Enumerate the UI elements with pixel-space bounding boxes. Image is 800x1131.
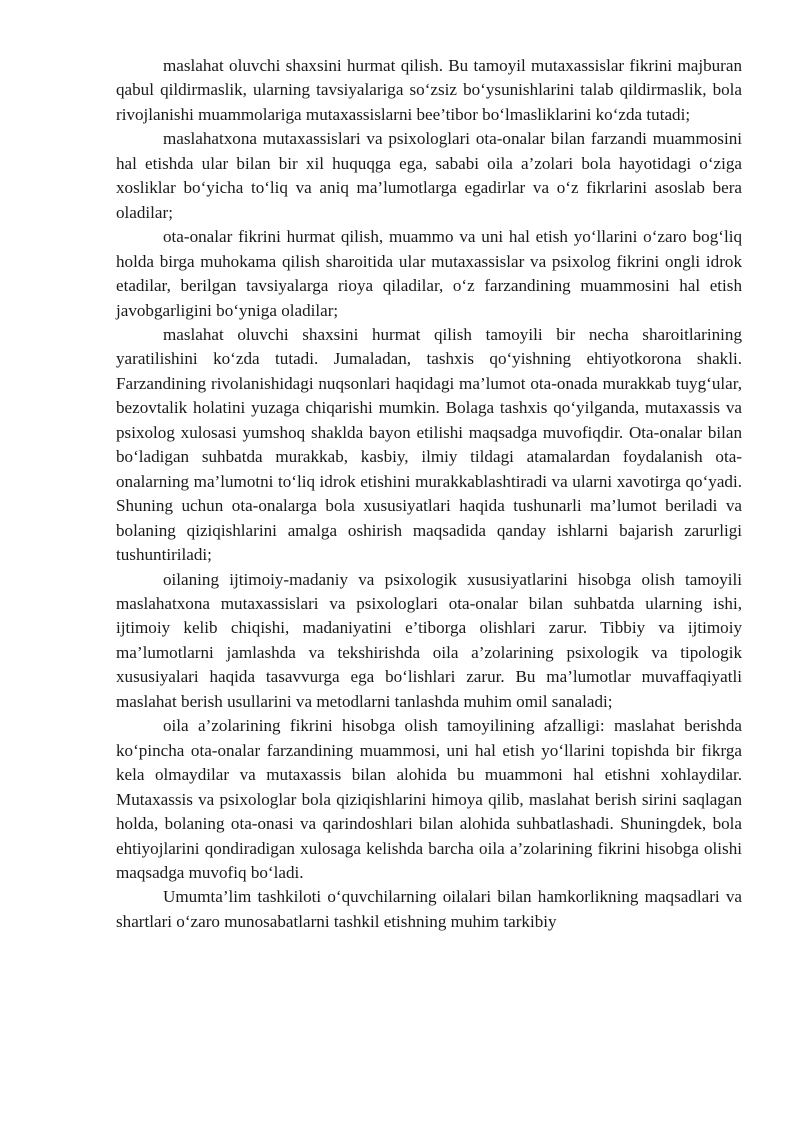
paragraph: Umumta’lim tashkiloti o‘quvchilarning oilalari bilan hamkorlikning maqsadlari va shartlari o‘zaro munosabatlarni tashkil etishning muhim tarkibiy: [116, 887, 742, 931]
paragraph: oilaning ijtimoiy-madaniy va psixologik xususiyatlarini hisobga olish tamoyili maslahatxona mutaxassislari va psixologlari ota-onalar bilan suhbatda ularning ishi, ijtimoiy kelib chiqishi, madaniyatini e’tiborga olishlari zarur. Tibbiy va ijtimoiy ma’lumotlarni jamlashda va tekshirishda oila a’zolarining psixologik va tipologik xususiyalari haqida tasavvurga ega bo‘lishlari zarur. Bu ma’lumotlar muvaffaqiyatli maslahat berish usullarini va metodlarni tanlashda muhim omil sanaladi;: [116, 569, 742, 711]
paragraph: maslahatxona mutaxassislari va psixologlari ota-onalar bilan farzandi muammosini hal etishda ular bilan bir xil huquqga ega, sababi oila a’zolari bola hayotidagi o‘ziga xosliklar bo‘yicha to‘liq va aniq ma’lumotlarga egadirlar va o‘z fikrlarini asoslab bera oladilar;: [116, 129, 742, 222]
paragraph: oila a’zolarining fikrini hisobga olish tamoyilining afzalligi: maslahat berishda ko‘pincha ota-onalar farzandining muammosi, uni hal etish yo‘llarini topishda bir fikrga kela olmaydilar va mutaxassis bilan alohida bu muammoni hal etishni xohlaydilar. Mutaxassis va psixologlar bola qiziqishlarini himoya qilib, maslahat berish sirini saqlagan holda, bolaning ota-onasi va qarindoshlari bilan alohida suhbatlashadi. Shuningdek, bola ehtiyojlarini qondiradigan xulosaga kelishda barcha oila a’zolarining fikrini hisobga olishi maqsadga muvofiq bo‘ladi.: [116, 716, 742, 882]
paragraph: ota-onalar fikrini hurmat qilish, muammo va uni hal etish yo‘llarini o‘zaro bog‘liq holda birga muhokama qilish sharoitida ular mutaxassislar va psixolog fikrini ongli idrok etadilar, berilgan tavsiyalarga rioya qiladilar, o‘z farzandining muammosini hal etish javobgarligini bo‘yniga oladilar;: [116, 227, 742, 320]
paragraph: maslahat oluvchi shaxsini hurmat qilish. Bu tamoyil mutaxassislar fikrini majburan qabul qildirmaslik, ularning tavsiyalariga so‘zsiz bo‘ysunishlarini talab qildirmaslik, bola rivojlanishi muammolariga mutaxassislarni bee’tibor bo‘lmasliklarini ko‘zda tutadi;: [116, 56, 742, 124]
paragraph: maslahat oluvchi shaxsini hurmat qilish tamoyili bir necha sharoitlarining yaratilishini ko‘zda tutadi. Jumaladan, tashxis qo‘yishning ehtiyotkorona shakli. Farzandining rivolanishidagi nuqsonlari haqidagi ma’lumot ota-onada murakkab tuyg‘ular, bezovtalik holatini yuzaga chiqarishi mumkin. Bolaga tashxis qo‘yilganda, mutaxassis va psixolog xulosasi yumshoq shaklda bayon etilishi maqsadga muvofiqdir. Ota-onalar bilan bo‘ladigan suhbatda murakkab, kasbiy, ilmiy tildagi atamalardan foydalanish ota-onalarning ma’lumotni to‘liq idrok etishini murakkablashtiradi va ularni xavotirga qo‘yadi. Shuning uchun ota-onalarga bola xususiyatlari haqida tushunarli ma’lumot beriladi va bolaning qiziqishlarini amalga oshirish maqsadida qanday ishlarni bajarish zarurligi tushuntiriladi;: [116, 324, 742, 565]
